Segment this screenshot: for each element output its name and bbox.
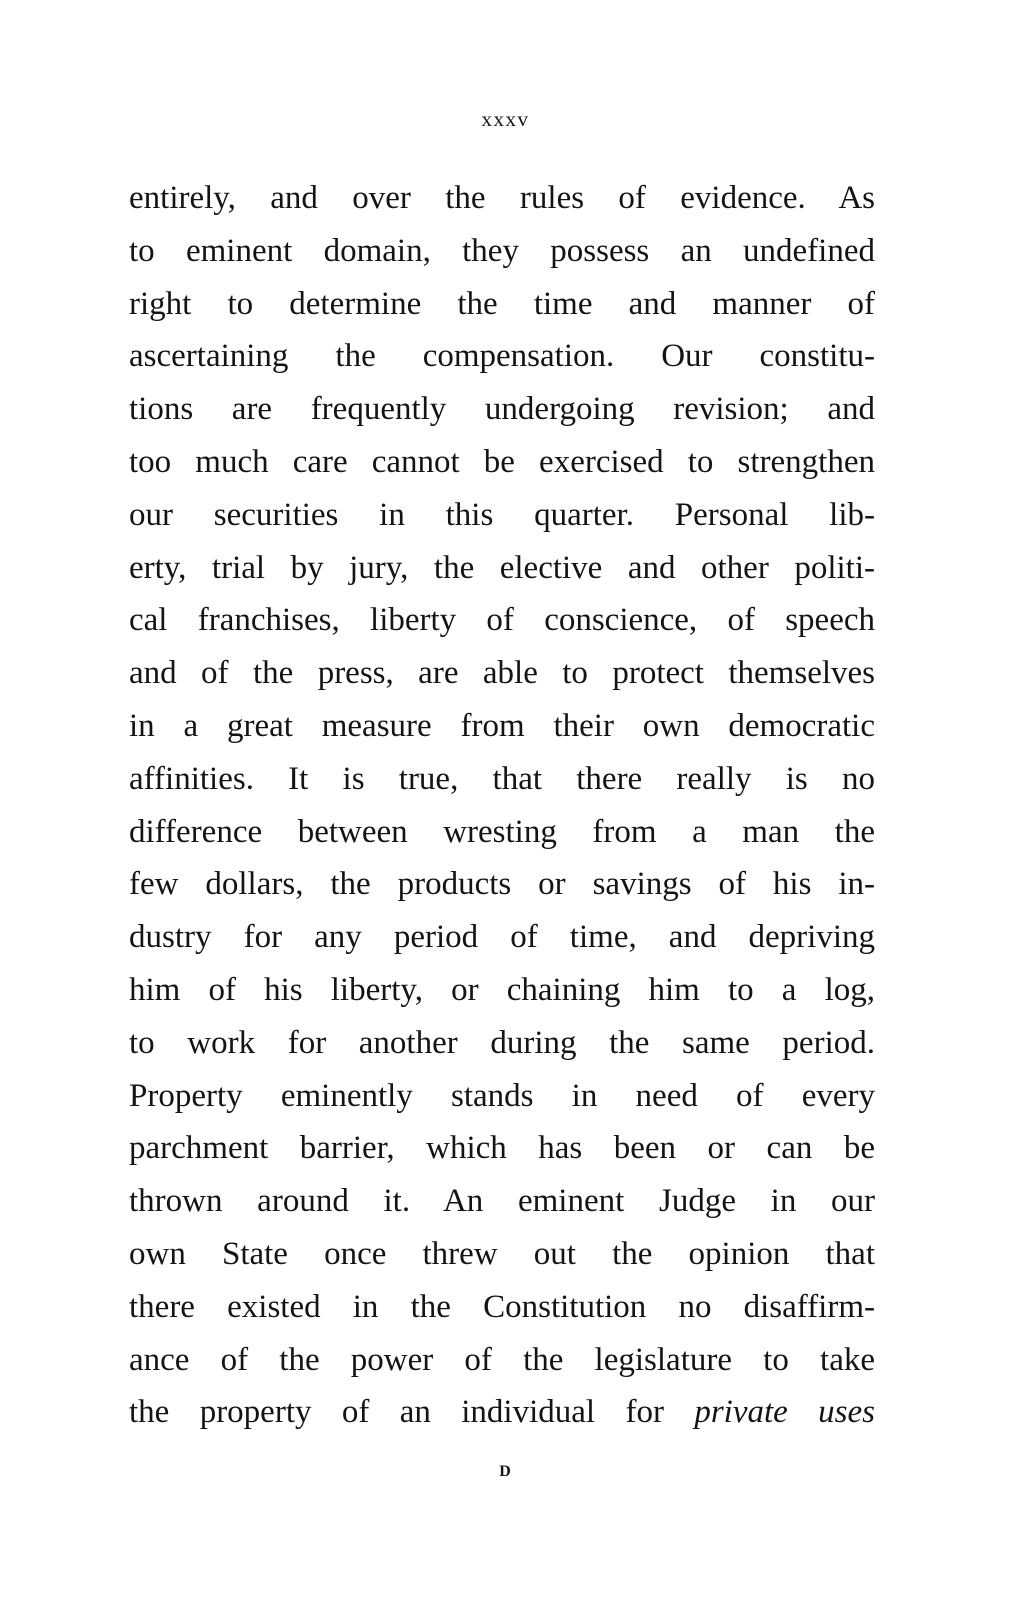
text-line: cal franchises, liberty of conscience, of speech — [129, 602, 875, 639]
text-line: our securities in this quarter. Personal lib- — [129, 496, 875, 533]
text-line: ance of the power of the legislature to take — [129, 1341, 875, 1378]
text-line: him of his liberty, or chaining him to a log, — [129, 971, 875, 1008]
italic-emphasis: private uses — [694, 1394, 876, 1431]
page-number: xxxv — [481, 107, 530, 131]
text-line: own State once threw out the opinion that — [129, 1235, 875, 1272]
text-line: Property eminently stands in need of every — [129, 1077, 875, 1114]
text-line: dustry for any period of time, and depriving — [129, 919, 875, 956]
text-line: to work for another during the same period. — [129, 1024, 875, 1061]
text-line: too much care cannot be exercised to strengthen — [129, 443, 875, 480]
text-line: to eminent domain, they possess an undefined — [129, 232, 875, 269]
text-line: thrown around it. An eminent Judge in our — [129, 1183, 875, 1220]
text-line: there existed in the Constitution no disaffirm- — [129, 1288, 875, 1325]
text-line: difference between wresting from a man the — [129, 813, 875, 850]
text-line: entirely, and over the rules of evidence. As — [129, 180, 875, 216]
text-line: in a great measure from their own democratic — [129, 707, 875, 744]
text-line: few dollars, the products or savings of his in- — [129, 866, 875, 903]
last-line-text: the property of an individual for — [129, 1394, 664, 1431]
text-line: erty, trial by jury, the elective and other politi- — [129, 549, 875, 586]
text-line: tions are frequently undergoing revision; and — [129, 391, 875, 428]
text-line: right to determine the time and manner of — [129, 285, 875, 322]
text-line: and of the press, are able to protect themselves — [129, 655, 875, 692]
text-line: affinities. It is true, that there really is no — [129, 760, 875, 797]
text-line-last — [129, 1386, 875, 1439]
body-text — [129, 172, 875, 1439]
signature-mark: D — [499, 1463, 512, 1480]
text-line: parchment barrier, which has been or can be — [129, 1130, 875, 1167]
text-line: ascertaining the compensation. Our constitu- — [129, 338, 875, 375]
